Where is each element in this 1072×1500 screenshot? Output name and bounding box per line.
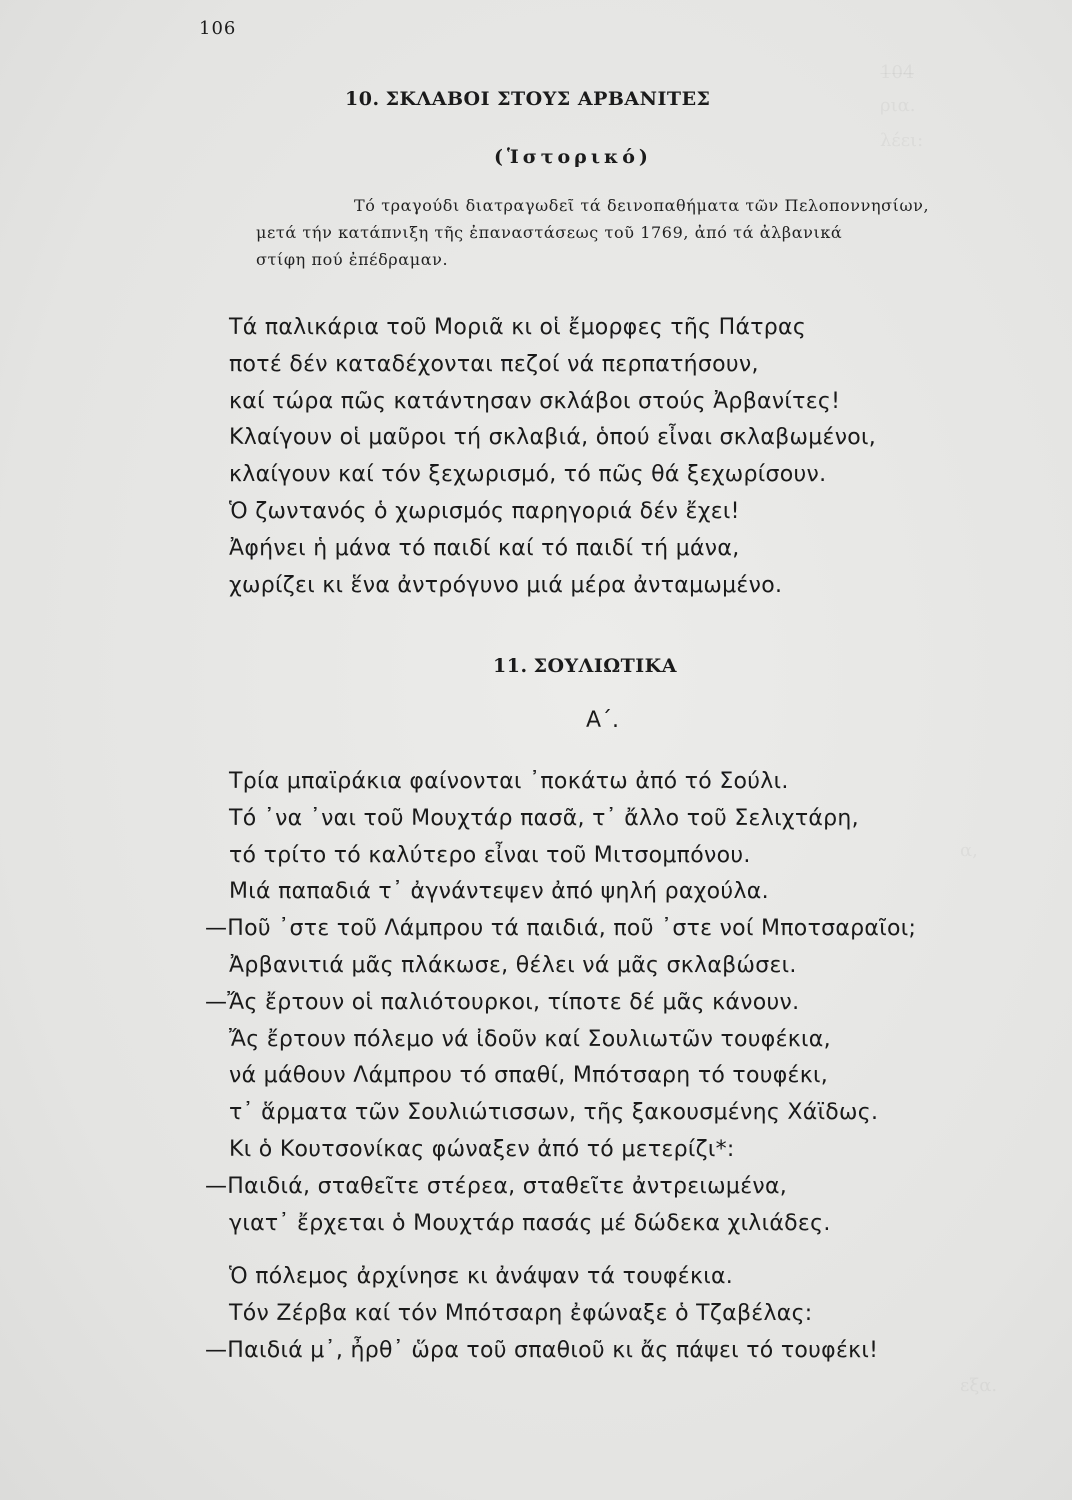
verse-line: Τά παλικάρια τοῦ Μοριᾶ κι οἱ ἔμορφες τῆς Πάτρας — [229, 315, 807, 340]
verse-line: καί τώρα πῶς κατάντησαν σκλάβοι στούς Ἀρβανίτες! — [229, 388, 841, 414]
show-through-text: 1̶0̶4̶ — [880, 62, 915, 83]
show-through-text: λέει: — [880, 130, 924, 151]
verse-line: —Παιδιά, σταθεῖτε στέρεα, σταθεῖτε ἀντρειωμένα, — [205, 1173, 788, 1199]
section-10-intro — [256, 192, 1036, 273]
show-through-text: ρια. — [880, 95, 916, 116]
page-number: 106 — [199, 18, 237, 39]
section-11-part-label: Α΄. — [586, 708, 620, 733]
section-11-title: ΣΟΥΛΙΩΤΙΚΑ — [533, 655, 677, 677]
verse-line: νά μάθουν Λάμπρου τό σπαθί, Μπότσαρη τό τουφέκι, — [229, 1063, 829, 1089]
verse-line: ποτέ δέν καταδέχονται πεζοί νά περπατήσουν, — [229, 351, 759, 377]
verse-line: Κι ὁ Κουτσονίκας φώναξεν ἀπό τό μετερίζι*: — [229, 1136, 735, 1162]
section-11-number: 11. — [493, 655, 528, 677]
verse-line: Ὁ ζωντανός ὁ χωρισμός παρηγοριά δέν ἔχει! — [229, 498, 740, 524]
verse-line: Ἀρβανιτιά μᾶς πλάκωσε, θέλει νά μᾶς σκλαβώσει. — [229, 952, 797, 978]
verse-line: Ἀφήνει ἡ μάνα τό παιδί καί τό παιδί τή μάνα, — [229, 535, 740, 561]
section-10-title: ΣΚΛΑΒΟΙ ΣΤΟΥΣ ΑΡΒΑΝΙΤΕΣ — [385, 88, 711, 110]
verse-line: —Ἄς ἔρτουν οἱ παλιότουρκοι, τίποτε δέ μᾶς κάνουν. — [205, 989, 800, 1015]
verse-line: χωρίζει κι ἕνα ἀντρόγυνο μιά μέρα ἀνταμωμένο. — [229, 572, 783, 598]
verse-line: Ὁ πόλεμος ἀρχίνησε κι ἀνάψαν τά τουφέκια. — [229, 1264, 734, 1289]
intro-line: Τό τραγούδι διατραγωδεῖ τά δεινοπαθήματα τῶν Πελοποννησίων, — [354, 196, 930, 215]
section-10-number: 10. — [345, 88, 380, 110]
verse-line: κλαίγουν καί τόν ξεχωρισμό, τό πῶς θά ξεχωρίσουν. — [229, 462, 827, 488]
verse-line: τό τρίτο τό καλύτερο εἶναι τοῦ Μιτσομπόνου. — [229, 842, 751, 868]
section-10-subtitle: (Ἱστορικό) — [494, 146, 652, 168]
verse-line: Ἄς ἔρτουν πόλεμο νά ἰδοῦν καί Σουλιωτῶν τουφέκια, — [229, 1026, 831, 1052]
section-10-heading — [345, 88, 710, 110]
intro-line: στίφη πού ἐπέδραμαν. — [256, 250, 449, 269]
section-10-poem — [229, 310, 876, 604]
section-11-heading — [493, 655, 677, 677]
verse-line: γιατ᾽ ἔρχεται ὁ Μουχτάρ πασάς μέ δώδεκα χιλιάδες. — [229, 1210, 831, 1236]
verse-line: —Ποῦ ᾽στε τοῦ Λάμπρου τά παιδιά, ποῦ ᾽στε νοί Μποτσαραῖοι; — [205, 916, 917, 942]
show-through-text: α, — [960, 840, 978, 861]
intro-line: μετά τήν κατάπνιξη τῆς ἐπαναστάσεως τοῦ 1769, ἀπό τά ἀλβανικά — [256, 223, 843, 242]
verse-line: Τό ᾽να ᾽ναι τοῦ Μουχτάρ πασᾶ, τ᾽ ἄλλο τοῦ Σελιχτάρη, — [229, 805, 859, 831]
verse-line: τ᾽ ἅρματα τῶν Σουλιώτισσων, τῆς ξακουσμένης Χάϊδως. — [229, 1100, 879, 1126]
section-11-poem — [205, 764, 917, 1242]
verse-line: Κλαίγουν οἱ μαῦροι τή σκλαβιά, ὁπού εἶναι σκλαβωμένοι, — [229, 425, 877, 451]
verse-line: Μιά παπαδιά τ᾽ ἀγνάντεψεν ἀπό ψηλή ραχούλα. — [229, 879, 769, 905]
section-11-poem-continued — [205, 1259, 879, 1369]
verse-line: Τόν Ζέρβα καί τόν Μπότσαρη ἐφώναξε ὁ Τζαβέλας: — [229, 1300, 813, 1326]
verse-line: Τρία μπαϊράκια φαίνονται ᾽ποκάτω ἀπό τό Σούλι. — [229, 769, 789, 794]
verse-line: —Παιδιά μ᾽, ἦρθ᾽ ὥρα τοῦ σπαθιοῦ κι ἄς πάψει τό τουφέκι! — [205, 1337, 879, 1363]
show-through-text: εξα. — [960, 1375, 998, 1396]
